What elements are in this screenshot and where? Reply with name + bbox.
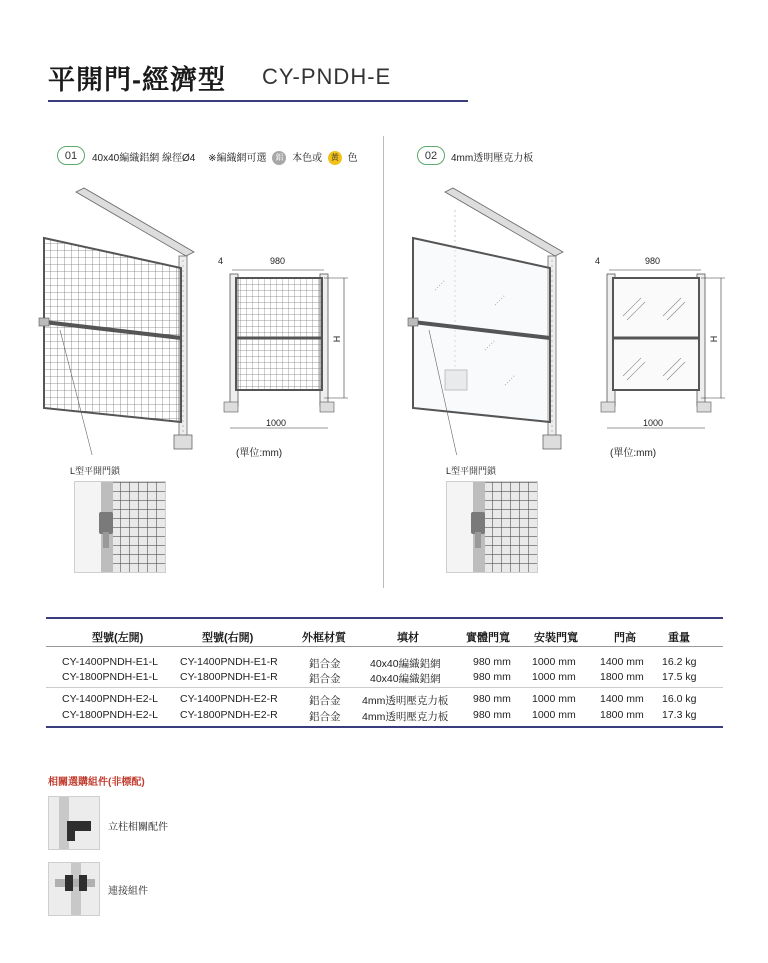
cell-right-model: CY-1400PNDH-E2-R bbox=[180, 693, 278, 705]
cell-height: 1800 mm bbox=[600, 671, 644, 683]
table-top-rule bbox=[46, 617, 723, 619]
related-title: 相關選購組件(非標配) bbox=[48, 777, 145, 788]
table-header-weight: 重量 bbox=[668, 632, 690, 644]
cell-height: 1400 mm bbox=[600, 693, 644, 705]
cell-door-width: 980 mm bbox=[473, 709, 511, 721]
table-header-door-width: 實體門寬 bbox=[466, 632, 510, 644]
table-header-frame: 外框材質 bbox=[302, 632, 346, 644]
cell-right-model: CY-1800PNDH-E2-R bbox=[180, 709, 278, 721]
panel1-dim-bottom: 1000 bbox=[266, 418, 287, 428]
acrylic-lock-photo bbox=[446, 481, 538, 573]
table-header-right-model: 型號(右開) bbox=[202, 632, 254, 644]
cell-fill: 40x40編織鋁網 bbox=[370, 673, 441, 685]
cell-frame: 鋁合金 bbox=[309, 658, 341, 670]
panel2-unit: (單位:mm) bbox=[610, 448, 657, 459]
table-header-left-model: 型號(左開) bbox=[92, 632, 144, 644]
panel1-dim-gap: 4 bbox=[218, 256, 224, 266]
table-header-height: 門高 bbox=[614, 632, 636, 644]
related-item-connector-label[interactable]: 連接組件 bbox=[108, 886, 148, 897]
cell-door-width: 980 mm bbox=[473, 693, 511, 705]
product-code: CY-PNDH-E bbox=[262, 64, 392, 89]
cell-door-width: 980 mm bbox=[473, 671, 511, 683]
cell-left-model: CY-1800PNDH-E1-L bbox=[62, 671, 158, 683]
panel1-badge: 01 bbox=[57, 146, 85, 165]
table-header-install-width: 安裝門寬 bbox=[534, 632, 578, 644]
related-item-post-photo[interactable] bbox=[48, 796, 100, 850]
panel2-lock-label: L型平開門鎖 bbox=[446, 466, 497, 476]
cell-fill: 4mm透明壓克力板 bbox=[362, 711, 449, 723]
panel1-caption bbox=[92, 149, 358, 165]
panel2-dim-height: H bbox=[708, 335, 719, 343]
cell-weight: 16.2 kg bbox=[662, 656, 697, 668]
table-bottom-rule bbox=[46, 726, 723, 728]
panel1-lock-label: L型平開門鎖 bbox=[70, 466, 121, 476]
mesh-lock-photo bbox=[74, 481, 166, 573]
cell-left-model: CY-1400PNDH-E2-L bbox=[62, 693, 158, 705]
cell-height: 1400 mm bbox=[600, 656, 644, 668]
cell-frame: 鋁合金 bbox=[309, 711, 341, 723]
yellow-color-dot: 黃 bbox=[328, 151, 342, 165]
table-group-rule bbox=[46, 687, 723, 688]
related-item-post-label[interactable]: 立柱相關配件 bbox=[108, 822, 168, 833]
cell-install-width: 1000 mm bbox=[532, 671, 576, 683]
panel1-caption-mid: 本色或 bbox=[292, 153, 323, 164]
cell-right-model: CY-1400PNDH-E1-R bbox=[180, 656, 278, 668]
panel1-dim-height: H bbox=[331, 335, 342, 343]
aluminum-color-dot: 鋁 bbox=[272, 151, 286, 165]
cell-height: 1800 mm bbox=[600, 709, 644, 721]
cell-frame: 鋁合金 bbox=[309, 695, 341, 707]
cell-fill: 4mm透明壓克力板 bbox=[362, 695, 449, 707]
panel2-dim-bottom: 1000 bbox=[643, 418, 664, 428]
panel2-caption: 4mm透明壓克力板 bbox=[451, 153, 534, 164]
cell-frame: 鋁合金 bbox=[309, 673, 341, 685]
connector-icon bbox=[49, 863, 99, 915]
panel1-dim-width: 980 bbox=[270, 256, 286, 266]
cell-install-width: 1000 mm bbox=[532, 656, 576, 668]
panel2-dim-gap: 4 bbox=[595, 256, 601, 266]
panel2-badge: 02 bbox=[417, 146, 445, 165]
mesh-door-elevation-icon bbox=[216, 266, 356, 436]
cell-install-width: 1000 mm bbox=[532, 709, 576, 721]
panel-divider bbox=[383, 136, 384, 588]
table-header-fill: 填材 bbox=[397, 632, 419, 644]
panel1-caption-note: ※編織網可選 bbox=[208, 153, 267, 164]
lock-icon bbox=[447, 482, 537, 572]
panel1-caption-main: 40x40編織鋁網 線徑Ø4 bbox=[92, 153, 196, 164]
cell-install-width: 1000 mm bbox=[532, 693, 576, 705]
cell-right-model: CY-1800PNDH-E1-R bbox=[180, 671, 278, 683]
cell-weight: 17.5 kg bbox=[662, 671, 697, 683]
cell-weight: 17.3 kg bbox=[662, 709, 697, 721]
table-header-rule bbox=[46, 646, 723, 647]
acrylic-door-elevation-icon bbox=[593, 266, 733, 436]
panel2-dim-width: 980 bbox=[645, 256, 661, 266]
lock-icon bbox=[75, 482, 165, 572]
acrylic-door-perspective-icon bbox=[405, 180, 580, 455]
cell-left-model: CY-1800PNDH-E2-L bbox=[62, 709, 158, 721]
cell-left-model: CY-1400PNDH-E1-L bbox=[62, 656, 158, 668]
page-title: 平開門-經濟型 bbox=[48, 65, 226, 95]
panel1-unit: (單位:mm) bbox=[236, 448, 283, 459]
post-bracket-icon bbox=[49, 797, 99, 849]
title-divider bbox=[48, 100, 468, 102]
cell-door-width: 980 mm bbox=[473, 656, 511, 668]
panel1-caption-end: 色 bbox=[347, 153, 358, 164]
cell-fill: 40x40編織鋁網 bbox=[370, 658, 441, 670]
related-item-connector-photo[interactable] bbox=[48, 862, 100, 916]
cell-weight: 16.0 kg bbox=[662, 693, 697, 705]
mesh-door-perspective-icon bbox=[36, 180, 211, 455]
